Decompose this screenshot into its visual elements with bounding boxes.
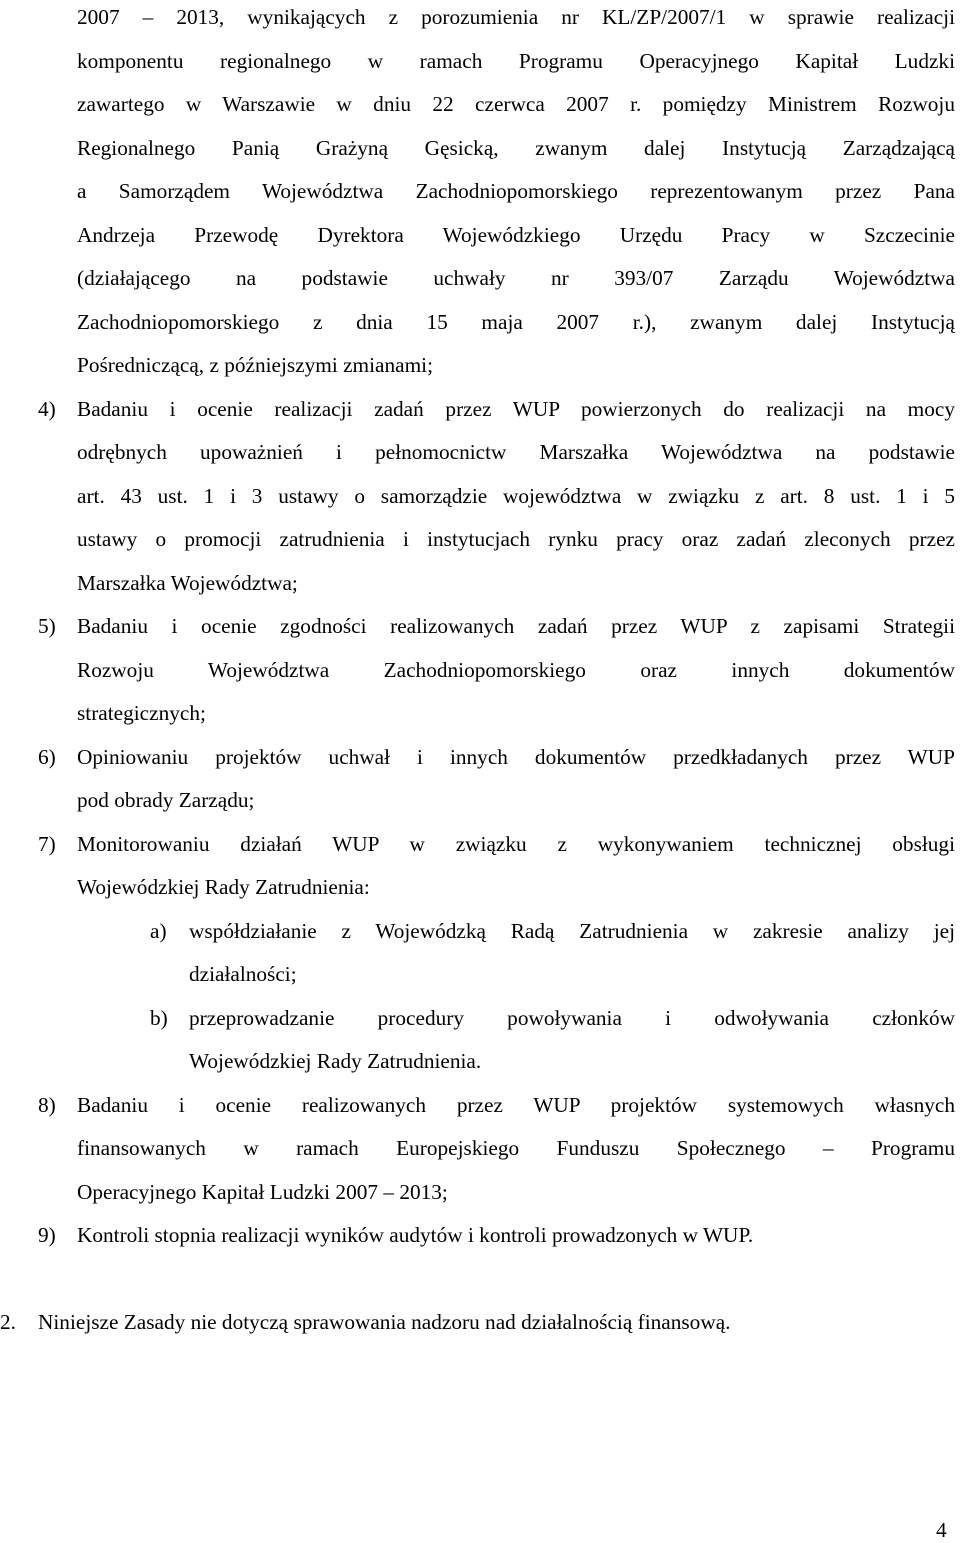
section-text: Niniejsze Zasady nie dotyczą sprawowania nadzoru nad działalnością finansową. <box>38 1310 731 1334</box>
list-item-line: ustawy o promocji zatrudnienia i instytucjach rynku pracy oraz zadań zleconych przez <box>77 527 955 551</box>
list-item-number: 8) <box>38 1093 56 1117</box>
list-item-line: strategicznych; <box>77 701 206 725</box>
list-item-line: Operacyjnego Kapitał Ludzki 2007 – 2013; <box>77 1180 448 1204</box>
intro-line: Andrzeja Przewodę Dyrektora Wojewódzkiego Urzędu Pracy w Szczecinie <box>77 223 955 247</box>
intro-line: Zachodniopomorskiego z dnia 15 maja 2007 r.), zwanym dalej Instytucją <box>77 310 955 334</box>
section-number: 2. <box>0 1310 16 1334</box>
list-item-line: Badaniu i ocenie realizowanych przez WUP projektów systemowych własnych <box>77 1093 955 1117</box>
sub-item-line: Wojewódzkiej Rady Zatrudnienia. <box>189 1049 482 1073</box>
list-item-line: Opiniowaniu projektów uchwał i innych dokumentów przedkładanych przez WUP <box>77 745 955 769</box>
sub-item-line: współdziałanie z Wojewódzką Radą Zatrudnienia w zakresie analizy jej <box>189 919 955 943</box>
intro-line: Regionalnego Panią Grażyną Gęsicką, zwanym dalej Instytucją Zarządzającą <box>77 136 955 160</box>
list-item-line: pod obrady Zarządu; <box>77 788 255 812</box>
list-item-line: Wojewódzkiej Rady Zatrudnienia: <box>77 875 370 899</box>
intro-line: (działającego na podstawie uchwały nr 393/07 Zarządu Województwa <box>77 266 955 290</box>
list-item-line: Marszałka Województwa; <box>77 571 298 595</box>
sub-item-letter: a) <box>150 919 167 943</box>
list-item-number: 4) <box>38 397 56 421</box>
page-number: 4 <box>936 1518 947 1542</box>
intro-line: a Samorządem Województwa Zachodniopomorskiego reprezentowanym przez Pana <box>77 179 955 203</box>
list-item-number: 7) <box>38 832 56 856</box>
list-item-line: Badaniu i ocenie realizacji zadań przez WUP powierzonych do realizacji na mocy <box>77 397 955 421</box>
intro-line: komponentu regionalnego w ramach Programu Operacyjnego Kapitał Ludzki <box>77 49 955 73</box>
list-item-number: 5) <box>38 614 56 638</box>
list-item-line: Rozwoju Województwa Zachodniopomorskiego oraz innych dokumentów <box>77 658 955 682</box>
list-item-line: finansowanych w ramach Europejskiego Funduszu Społecznego – Programu <box>77 1136 955 1160</box>
list-item-line: art. 43 ust. 1 i 3 ustawy o samorządzie województwa w związku z art. 8 ust. 1 i 5 <box>77 484 955 508</box>
intro-line: zawartego w Warszawie w dniu 22 czerwca 2007 r. pomiędzy Ministrem Rozwoju <box>77 92 955 116</box>
list-item-line: Badaniu i ocenie zgodności realizowanych zadań przez WUP z zapisami Strategii <box>77 614 955 638</box>
list-item-line: Kontroli stopnia realizacji wyników audytów i kontroli prowadzonych w WUP. <box>77 1223 754 1247</box>
list-item-line: Monitorowaniu działań WUP w związku z wykonywaniem technicznej obsługi <box>77 832 955 856</box>
list-item-number: 6) <box>38 745 56 769</box>
sub-item-line: działalności; <box>189 962 297 986</box>
intro-line: 2007 – 2013, wynikających z porozumienia nr KL/ZP/2007/1 w sprawie realizacji <box>77 5 955 29</box>
list-item-line: odrębnych upoważnień i pełnomocnictw Marszałka Województwa na podstawie <box>77 440 955 464</box>
sub-item-line: przeprowadzanie procedury powoływania i odwoływania członków <box>189 1006 955 1030</box>
sub-item-letter: b) <box>150 1006 168 1030</box>
intro-line: Pośredniczącą, z późniejszymi zmianami; <box>77 353 433 377</box>
list-item-number: 9) <box>38 1223 56 1247</box>
